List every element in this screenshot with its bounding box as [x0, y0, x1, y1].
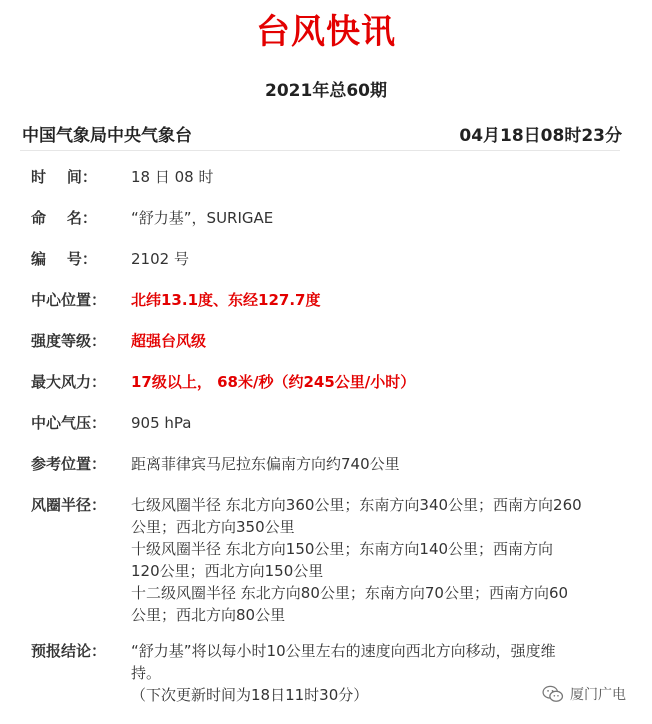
field-label: 强度等级：	[31, 332, 107, 350]
issued-time: 04月18日08时23分	[459, 126, 622, 146]
field-value	[131, 640, 611, 706]
issue-number: 2021年总60期	[265, 81, 387, 101]
field-label: 编 号：	[31, 250, 97, 268]
watermark-text: 厦门广电	[570, 687, 626, 703]
field-label: 时 间：	[31, 168, 97, 186]
wind-radius-line: 公里；西北方向80公里	[131, 606, 286, 624]
forecast-line: “舒力基”将以每小时10公里左右的速度向西北方向移动，强度维	[131, 642, 556, 660]
field-label: 命 名：	[31, 209, 97, 227]
field-value: “舒力基”，SURIGAE	[131, 209, 274, 227]
wind-radius-line: 公里；西北方向350公里	[131, 518, 295, 536]
watermark	[542, 684, 626, 704]
field-label: 参考位置：	[31, 455, 107, 473]
wind-radius-line: 七级风圈半径 东北方向360公里；东南方向340公里；西南方向260	[131, 496, 582, 514]
agency-name: 中国气象局中央气象台	[22, 126, 192, 146]
field-value: 18 日 08 时	[131, 168, 214, 186]
page-title: 台风快讯	[256, 12, 396, 52]
forecast-line: 持。	[131, 664, 162, 682]
wechat-icon	[542, 685, 564, 703]
field-label: 最大风力：	[31, 373, 107, 391]
field-value: 北纬13.1度、东经127.7度	[131, 291, 321, 309]
field-label: 预报结论：	[31, 642, 107, 660]
field-value	[131, 494, 611, 626]
field-label: 中心位置：	[31, 291, 107, 309]
wind-radius-line: 十二级风圈半径 东北方向80公里；东南方向70公里；西南方向60	[131, 584, 569, 602]
field-value: 距离菲律宾马尼拉东偏南方向约740公里	[131, 455, 400, 473]
wind-radius-line: 120公里；西北方向150公里	[131, 562, 324, 580]
forecast-line: （下次更新时间为18日11时30分）	[131, 686, 369, 704]
header-divider	[20, 150, 620, 151]
field-value: 2102 号	[131, 250, 189, 268]
field-value: 超强台风级	[131, 332, 207, 350]
field-value: 17级以上， 68米/秒（约245公里/小时）	[131, 373, 416, 391]
field-label: 中心气压：	[31, 414, 107, 432]
wind-radius-line: 十级风圈半径 东北方向150公里；东南方向140公里；西南方向	[131, 540, 554, 558]
field-value: 905 hPa	[131, 414, 192, 432]
field-label: 风圈半径：	[31, 496, 107, 514]
